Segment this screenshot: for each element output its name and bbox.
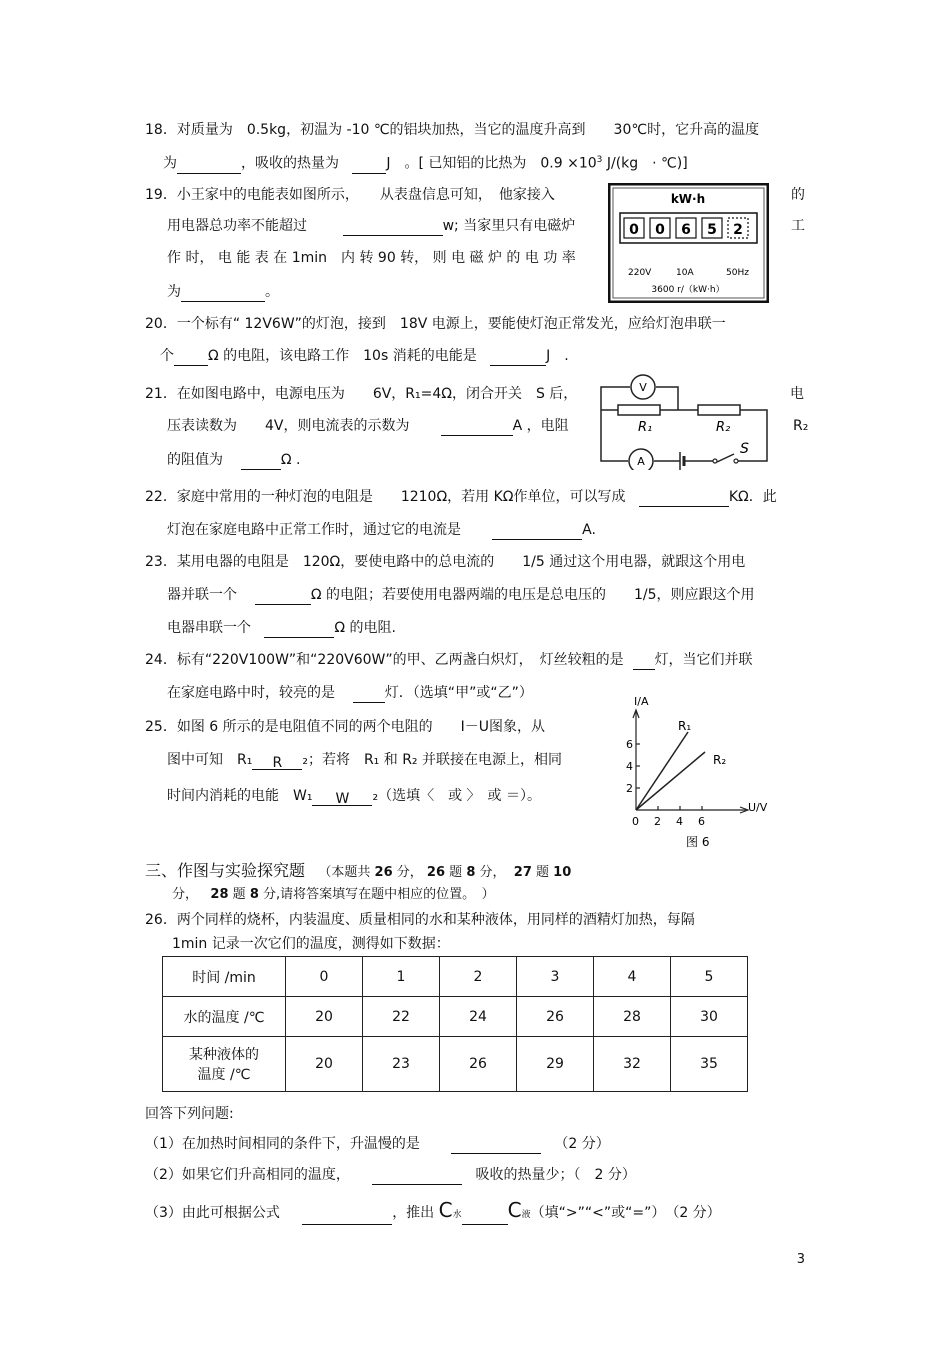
meter-current: 10A — [676, 268, 694, 278]
q24-text: 灯．（选填“甲”或“乙”） — [384, 685, 533, 701]
answer-text: 吸收的热量少；（ 2 分） — [475, 1167, 636, 1183]
q19-blank-stove-power[interactable] — [181, 285, 265, 302]
q23-text: 电器串联一个 — [167, 620, 251, 636]
q21-blank-current[interactable] — [441, 419, 513, 436]
q22-text: KΩ．此 — [728, 489, 777, 505]
section3-note-line2: 分， 28 题 8 分,请将答案填写在题中相应的位置。 ） — [172, 887, 495, 902]
q19-line1-end: 的 — [791, 187, 805, 203]
q20-blank-resistance[interactable] — [174, 349, 208, 366]
table-cell: 20 — [286, 997, 363, 1037]
q22-blank-current[interactable] — [492, 523, 582, 540]
graph-xtick: 4 — [676, 815, 683, 828]
q18-text: J 。[ 已知铝的比热为 0.9 ×10 — [386, 155, 597, 172]
energy-meter-figure — [608, 183, 769, 303]
meter-voltage: 220V — [628, 268, 652, 278]
section3-heading — [145, 861, 571, 883]
q25-text: 图中可知 R₁ — [167, 752, 253, 768]
r1-label: R₁ — [638, 420, 653, 435]
table-row-liquid — [163, 1037, 748, 1092]
q25-blank-resistance[interactable]: R — [252, 753, 302, 770]
section-title: 三、作图与实验探究题 — [145, 861, 306, 880]
q24-line1 — [145, 650, 753, 670]
table-cell: 3 — [517, 957, 594, 997]
c-subscript-water: 水 — [452, 1210, 462, 1220]
q23-line2 — [167, 585, 755, 605]
table-cell: 20 — [286, 1037, 363, 1092]
q26-line2: 1min 记录一次它们的温度，测得如下数据： — [172, 936, 450, 952]
c-symbol: C — [438, 1198, 453, 1222]
q23-line3 — [167, 618, 396, 638]
answer-text: （1）在加热时间相同的条件下，升温慢的是 — [145, 1136, 420, 1152]
q25-line2 — [167, 750, 562, 770]
table-cell: 1 — [363, 957, 440, 997]
q19-text: 用电器总功率不能超过 — [167, 218, 307, 234]
meter-digit: 5 — [707, 222, 717, 238]
q21-text: 的阻值为 — [167, 452, 223, 468]
q19-line3: 作 时， 电 能 表 在 1min 内 转 90 转， 则 电 磁 炉 的 电 功 率 — [167, 250, 576, 266]
q23-text: Ω 的电阻. — [334, 620, 396, 636]
graph-r2-label: R₂ — [713, 753, 727, 767]
meter-unit: kW·h — [670, 192, 706, 206]
q18-line2 — [163, 150, 688, 174]
table-cell: 水的温度 /℃ — [163, 997, 286, 1037]
q20-blank-energy[interactable] — [490, 349, 546, 366]
q23-text: Ω 的电阻；若要使用电器两端的电压是总电压的 1/5，则应跟这个用 — [310, 587, 755, 603]
answer-3 — [145, 1200, 721, 1225]
q24-blank-thicker[interactable] — [633, 653, 655, 670]
graph-r1-label: R₁ — [678, 719, 692, 733]
q25-text: 时间内消耗的电能 W₁ — [167, 788, 313, 804]
answer-2-blank[interactable] — [372, 1168, 462, 1185]
q23-line1: 23．某用电器的电阻是 120Ω，要使电路中的总电流的 1/5 通过这个用电器，就跟这个用电 — [145, 554, 746, 570]
q20-text: J . — [546, 348, 569, 364]
table-cell: 26 — [517, 997, 594, 1037]
q24-blank-brighter[interactable] — [353, 686, 385, 703]
q18-line1: 18．对质量为 0.5kg，初温为 -10 ℃的铝块加热，当它的温度升高到 30℃时，它升高的温度 — [145, 122, 760, 138]
q21-text: Ω . — [280, 452, 301, 468]
table-cell: 26 — [440, 1037, 517, 1092]
table-cell: 22 — [363, 997, 440, 1037]
q22-line2 — [167, 520, 596, 540]
meter-digit: 6 — [681, 222, 691, 238]
graph-xtick: 0 — [632, 815, 639, 828]
answer-text: （填“>”“<”或“=”） （2 分） — [530, 1205, 721, 1221]
answer-text: （2）如果它们升高相同的温度， — [145, 1167, 350, 1183]
q21-line3 — [167, 450, 300, 470]
q20-text: Ω 的电阻，该电路工作 10s 消耗的电能是 — [208, 348, 477, 364]
graph-ylabel: I/A — [634, 695, 649, 708]
q22-text: 22．家庭中常用的一种灯泡的电阻是 1210Ω，若用 KΩ作单位，可以写成 — [145, 489, 626, 505]
q20-text: 个 — [160, 348, 174, 364]
answer-text: （3）由此可根据公式 — [145, 1205, 280, 1221]
table-header-row — [163, 957, 748, 997]
table-cell: 某种液体的 温度 /℃ — [163, 1037, 286, 1092]
meter-digit: 2 — [733, 222, 743, 238]
q20-line1: 20．一个标有“ 12V6W”的灯泡，接到 18V 电源上，要能使灯泡正常发光，应给灯泡串联一 — [145, 316, 726, 332]
q19-text: 。 — [265, 284, 279, 300]
q21-text: A ，电阻 — [512, 418, 569, 434]
q19-line1: 19．小王家中的电能表如图所示， 从表盘信息可知， 他家接入 — [145, 187, 555, 203]
graph-ytick: 6 — [626, 738, 633, 751]
answer-3-blank-formula[interactable] — [302, 1208, 392, 1225]
table-cell: 5 — [671, 957, 748, 997]
q21-line1: 21．在如图电路中，电源电压为 6V，R₁=4Ω，闭合开关 S 后， — [145, 386, 578, 402]
q23-blank-parallel[interactable] — [255, 588, 311, 605]
answer-text: （2 分） — [554, 1136, 610, 1152]
answer-1-blank[interactable] — [451, 1137, 541, 1154]
table-cell: 0 — [286, 957, 363, 997]
voltmeter-label: V — [639, 381, 647, 394]
q19-blank-power[interactable] — [343, 219, 443, 236]
q24-text: 在家庭电路中时，较亮的是 — [167, 685, 335, 701]
table-cell: 29 — [517, 1037, 594, 1092]
graph-xtick: 2 — [654, 815, 661, 828]
q26-line1: 26．两个同样的烧杯，内装温度、质量相同的水和某种液体，用同样的酒精灯加热，每隔 — [145, 912, 695, 928]
answer-2 — [145, 1165, 636, 1185]
table-cell: 24 — [440, 997, 517, 1037]
q19-line2-end: 工 — [791, 218, 805, 234]
answer-3-blank-compare[interactable] — [462, 1208, 508, 1225]
q18-text: 为 — [163, 155, 177, 172]
q21-line1-end: 电 — [790, 386, 804, 402]
q19-text: w; 当家里只有电磁炉 — [442, 218, 576, 234]
meter-frequency: 50Hz — [726, 268, 749, 278]
q24-text: 24．标有“220V100W”和“220V60W”的甲、乙两盏白炽灯， 灯丝较粗的是 — [145, 652, 624, 668]
q25-line3 — [167, 786, 541, 806]
circuit-figure — [598, 374, 773, 470]
q21-blank-r2[interactable] — [241, 453, 281, 470]
q23-blank-series[interactable] — [264, 621, 334, 638]
q24-line2 — [167, 683, 533, 703]
table-cell: 35 — [671, 1037, 748, 1092]
table-row-water — [163, 997, 748, 1037]
switch-label: S — [740, 441, 749, 457]
meter-digit: 0 — [655, 222, 665, 238]
q25-text: ₂；若将 R₁ 和 R₂ 并联接在电源上，相同 — [302, 752, 562, 768]
graph-ytick: 4 — [626, 760, 633, 773]
answers-intro: 回答下列问题: — [145, 1106, 234, 1122]
q23-text: 器并联一个 — [167, 587, 237, 603]
q21-line2-end: R₂ — [793, 418, 809, 434]
meter-revolutions: 3600 r/（kW·h） — [651, 285, 725, 295]
q19-text: 为 — [167, 284, 181, 300]
q22-text: A. — [582, 522, 596, 538]
q25-line1: 25．如图 6 所示的是电阻值不同的两个电阻的 I－U图象，从 — [145, 719, 545, 735]
q19-line2 — [167, 216, 575, 236]
q21-text: 压表读数为 4V，则电流表的示数为 — [167, 418, 410, 434]
q20-line2 — [160, 346, 569, 366]
c-symbol: C — [507, 1198, 522, 1222]
graph-xlabel: U/V — [748, 801, 768, 814]
answer-1 — [145, 1134, 610, 1154]
table-cell: 30 — [671, 997, 748, 1037]
table-cell: 2 — [440, 957, 517, 997]
table-cell: 时间 /min — [163, 957, 286, 997]
graph-ytick: 2 — [626, 782, 633, 795]
temperature-table — [162, 956, 748, 1092]
table-cell: 32 — [594, 1037, 671, 1092]
q21-line2 — [167, 416, 569, 436]
meter-digit: 0 — [629, 222, 639, 238]
answer-text: ，推出 — [392, 1205, 435, 1221]
section-note: （本题共 26 分， 26 题 8 分， 27 题 10 — [318, 865, 572, 880]
iu-graph — [618, 692, 778, 852]
c-subscript-liquid: 液 — [521, 1210, 531, 1220]
q25-blank-energy[interactable]: W — [312, 789, 372, 806]
q22-line1 — [145, 487, 777, 507]
r2-label: R₂ — [716, 420, 731, 435]
ammeter-label: A — [637, 455, 645, 468]
graph-xtick: 6 — [698, 815, 705, 828]
q18-blank-heat[interactable] — [352, 157, 386, 174]
table-cell: 4 — [594, 957, 671, 997]
q19-line4 — [167, 282, 279, 302]
q18-text: ，吸收的热量为 — [241, 155, 339, 172]
q18-exponent: 3 — [596, 155, 603, 165]
q22-blank-kohm[interactable] — [639, 490, 729, 507]
q25-text: ₂（选填〈 或 〉 或 ＝）。 — [372, 788, 541, 804]
q18-text: J/(kg · ℃)] — [602, 155, 688, 172]
q18-blank-temp[interactable] — [177, 157, 241, 174]
q24-text: 灯，当它们并联 — [654, 652, 753, 668]
table-cell: 28 — [594, 997, 671, 1037]
table-cell: 23 — [363, 1037, 440, 1092]
q22-text: 灯泡在家庭电路中正常工作时，通过它的电流是 — [167, 522, 461, 538]
graph-caption: 图 6 — [686, 835, 710, 849]
page-number: 3 — [796, 1252, 805, 1267]
